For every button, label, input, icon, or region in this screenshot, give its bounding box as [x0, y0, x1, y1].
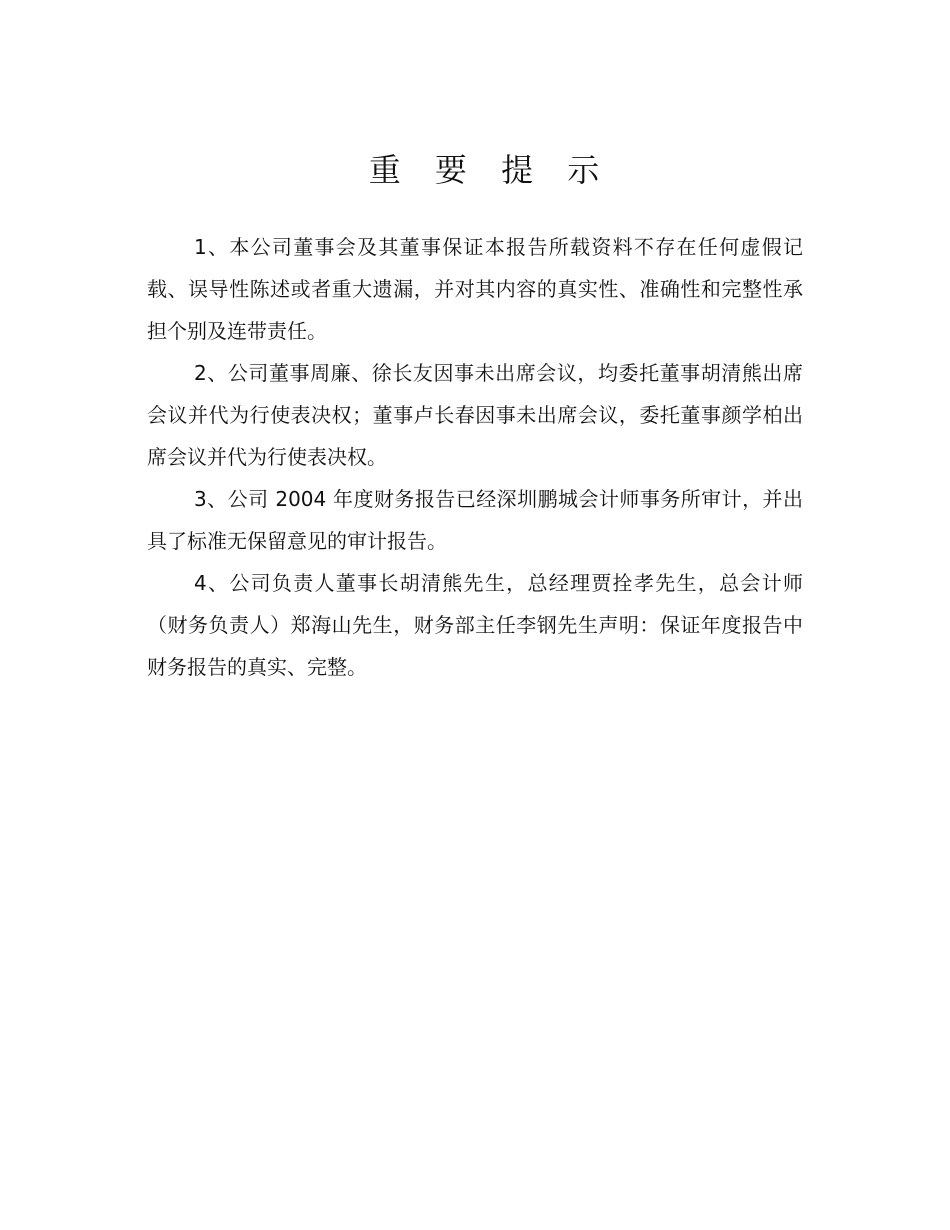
- notice-paragraph-1: 1、本公司董事会及其董事保证本报告所载资料不存在任何虚假记载、误导性陈述或者重大遗漏，并对其内容的真实性、准确性和完整性承担个别及连带责任。: [147, 235, 803, 343]
- notice-paragraph-2: 2、公司董事周廉、徐长友因事未出席会议，均委托董事胡清熊出席会议并代为行使表决权；董事卢长春因事未出席会议，委托董事颜学柏出席会议并代为行使表决权。: [147, 361, 803, 469]
- notice-body: [147, 226, 803, 688]
- page-title: 重 要 提 示: [368, 151, 612, 189]
- notice-paragraph-3: 3、公司 2004 年度财务报告已经深圳鹏城会计师事务所审计，并出具了标准无保留意见的审计报告。: [147, 487, 803, 553]
- notice-paragraph-4: 4、公司负责人董事长胡清熊先生，总经理贾拴孝先生，总会计师（财务负责人）郑海山先生，财务部主任李钢先生声明：保证年度报告中财务报告的真实、完整。: [147, 571, 803, 679]
